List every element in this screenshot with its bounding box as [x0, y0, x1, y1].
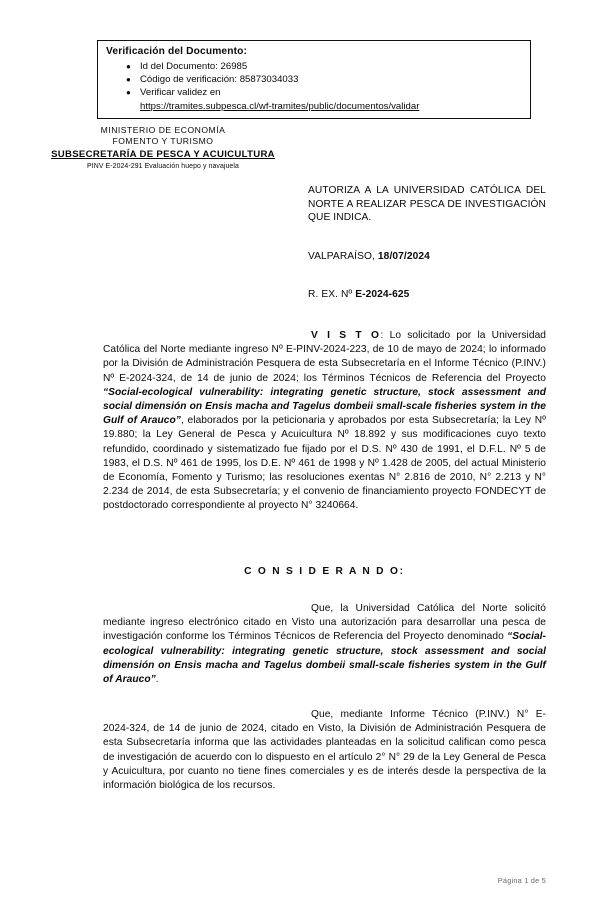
- ministry-line-2: FOMENTO Y TURISMO: [112, 136, 214, 147]
- verification-item-label: Verificar validez en: [140, 87, 221, 99]
- considerando-1-text-2: .: [155, 674, 159, 686]
- resolution-value: E-2024-625: [355, 289, 410, 300]
- verification-item-code: [106, 73, 524, 86]
- verification-item-validate: [106, 86, 524, 99]
- bullet-icon: ●: [126, 88, 131, 98]
- page-footer: Página 1 de 5: [497, 876, 546, 885]
- document-verification-box: [97, 40, 531, 119]
- ministry-project-reference: PINV E-2024-291 Evaluación huepo y navajuela: [87, 162, 239, 170]
- verification-title: Verificación del Documento:: [106, 46, 248, 57]
- verification-list: [106, 60, 524, 113]
- resolution-number: [308, 288, 409, 302]
- visto-keyword: V I S T O: [311, 330, 381, 341]
- bullet-icon: ●: [126, 75, 131, 85]
- resolution-prefix: R. EX. Nº: [308, 289, 356, 300]
- considerando-1-project-title: “Social-ecological vulnerability: integrating genetic structure, stock assessment and social dimensión on Ensis macha and Tagelus dombeii small-scale fisheries system in the Gulf of Arauco”: [103, 631, 546, 686]
- ministry-subsecretariat: SUBSECRETARÍA DE PESCA Y ACUICULTURA: [51, 149, 275, 161]
- visto-project-title: “Social-ecological vulnerability: integrating genetic structure, stock assessment and social dimensión on Ensis macha and Tagelus dombeii small-scale fisheries system in the Gulf of Arauco”: [103, 386, 546, 427]
- considerando-2-text: Que, mediante Informe Técnico (P.INV.) N° E-2024-324, de 14 de junio de 2024, citado en Visto, la División de Administración Pesquera de esta Subsecretaría informa que las actividades planteadas en la solicitud califican como pesca de investigación de acuerdo con lo dispuesto en el artículo 2° N° 29 de la Ley General de Pesca y Acuicultura, por cuanto no tiene fines comerciales y es de interés desde la perspectiva de la información biológica de los recursos.: [103, 709, 546, 792]
- verification-url-row: [106, 100, 524, 113]
- place-and-date: [308, 250, 430, 264]
- ministry-header: [22, 125, 304, 172]
- visto-text-1: : Lo solicitado por la Universidad Católica del Norte mediante ingreso Nº E-PINV-2024-223, de 10 de mayo de 2024; lo informado por la División de Administración Pesquera de esta Subsecretaría en el Informe Técnico (P.INV.) Nº E-2024-324, de 14 de junio de 2024; los Términos Técnicos de Referencia del Proyecto: [103, 330, 546, 384]
- visto-paragraph: [103, 329, 546, 514]
- considerando-paragraph-1: [103, 602, 546, 687]
- considerando-1-text-1: Que, la Universidad Católica del Norte solicitó mediante ingreso electrónico citado en Visto una autorización para desarrollar una pesca de investigación conforme los Términos Técnicos de Referencia del Proyecto denominado: [103, 603, 546, 643]
- place-date: 18/07/2024: [377, 251, 430, 262]
- bullet-icon: ●: [126, 62, 131, 71]
- verification-item-label: Código de verificación: 85873034033: [140, 74, 299, 86]
- document-subject: AUTORIZA A LA UNIVERSIDAD CATÓLICA DEL NORTE A REALIZAR PESCA DE INVESTIGACIÓN QUE INDICA.: [308, 185, 546, 224]
- verification-item-document-id: [106, 60, 524, 73]
- verification-url-link[interactable]: https://tramites.subpesca.cl/wf-tramites/public/documentos/validar: [140, 100, 420, 112]
- place-city: VALPARAÍSO,: [308, 251, 378, 262]
- visto-text-2: , elaborados por la peticionaria y aprobados por esta Subsecretaría; la Ley Nº 19.880; la Ley General de Pesca y Acuicultura Nº 18.892 y sus modificaciones cuyo texto refundido, coordinado y sistematizado fue fijado por el D.S. Nº 430 de 1991, el D.F.L. Nº 5 de 1983, el D.S. Nº 461 de 1995, los D.E. Nº 461 de 1998 y Nº 1.428 de 2005, del actual Ministerio de Economía, Fomento y Turismo; las resoluciones exentas N° 2.816 de 2010, N° 2.213 y N° 2.234 de 2014, de esta Subsecretaría; y el convenio de financiamiento proyecto FONDECYT de postdoctorado correspondiente al proyecto N° 3240664.: [103, 415, 546, 512]
- considerando-heading: C O N S I D E R A N D O:: [244, 566, 405, 577]
- verification-item-label: Id del Documento: 26985: [140, 61, 248, 72]
- considerando-paragraph-2: [103, 708, 546, 793]
- ministry-line-1: MINISTERIO DE ECONOMÍA: [100, 125, 226, 135]
